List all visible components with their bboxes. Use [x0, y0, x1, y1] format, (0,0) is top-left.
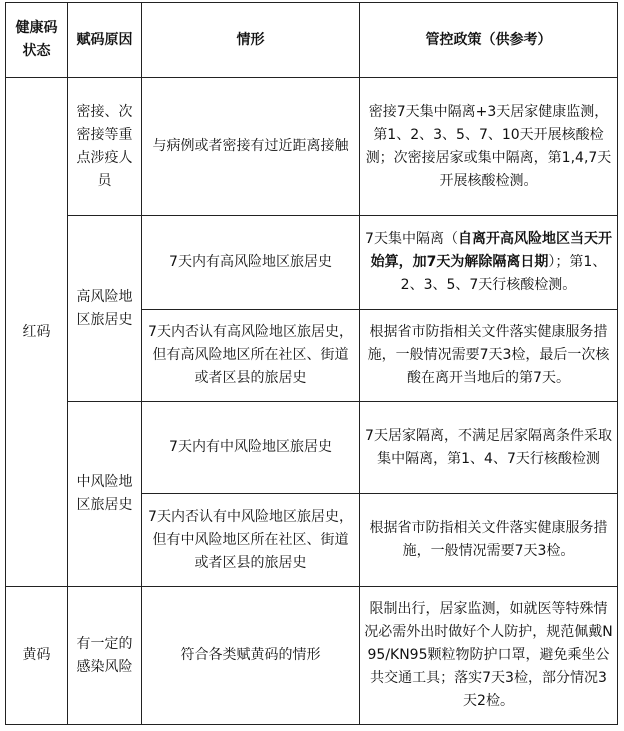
header-policy: 管控政策（供参考） — [360, 3, 618, 78]
close-contact-situation: 与病例或者密接有过近距离接触 — [142, 78, 360, 216]
policy-emphasis: 自离开高风险地区当天开始算，加7天为解除隔离日期 — [370, 231, 612, 270]
close-contact-policy: 密接7天集中隔离+3天居家健康监测，第1、2、3、5、7、10天开展核酸检测；次密接居家或集中隔离，第1,4,7天开展核酸检测。 — [360, 78, 618, 216]
table-row — [6, 216, 618, 310]
high-risk-situation-2: 7天内否认有高风险地区旅居史，但有高风险地区所在社区、街道或者区县的旅居史 — [142, 310, 360, 402]
table-row — [6, 78, 618, 216]
mid-risk-situation-2: 7天内否认有中风险地区旅居史，但有中风险地区所在社区、街道或者区县的旅居史 — [142, 494, 360, 587]
policy-text: 7天集中隔离（ — [365, 231, 458, 247]
high-risk-situation-1: 7天内有高风险地区旅居史 — [142, 216, 360, 310]
high-risk-policy-2: 根据省市防指相关文件落实健康服务措施，一般情况需要7天3检，最后一次核酸在离开当地后的第7天。 — [360, 310, 618, 402]
policy-text: ）；第1、2、3、5、7天行核酸检测。 — [400, 254, 607, 293]
table-header-row — [6, 3, 618, 78]
header-status: 健康码状态 — [6, 3, 68, 78]
yellow-code-cell: 黄码 — [6, 587, 68, 725]
close-contact-reason: 密接、次密接等重点涉疫人员 — [68, 78, 142, 216]
yellow-policy: 限制出行，居家监测，如就医等特殊情况必需外出时做好个人防护，规范佩戴N95/KN95颗粒物防护口罩，避免乘坐公共交通工具；落实7天3检，部分情况3天2检。 — [360, 587, 618, 725]
red-code-cell: 红码 — [6, 78, 68, 587]
mid-risk-policy-1: 7天居家隔离，不满足居家隔离条件采取集中隔离，第1、4、7天行核酸检测 — [360, 402, 618, 494]
yellow-reason: 有一定的感染风险 — [68, 587, 142, 725]
yellow-situation: 符合各类赋黄码的情形 — [142, 587, 360, 725]
high-risk-reason: 高风险地区旅居史 — [68, 216, 142, 402]
header-reason: 赋码原因 — [68, 3, 142, 78]
table-row — [6, 587, 618, 725]
high-risk-policy-1 — [360, 216, 618, 310]
policy-table — [5, 2, 618, 725]
mid-risk-situation-1: 7天内有中风险地区旅居史 — [142, 402, 360, 494]
mid-risk-reason: 中风险地区旅居史 — [68, 402, 142, 587]
table-row — [6, 402, 618, 494]
mid-risk-policy-2: 根据省市防指相关文件落实健康服务措施，一般情况需要7天3检。 — [360, 494, 618, 587]
header-situation: 情形 — [142, 3, 360, 78]
